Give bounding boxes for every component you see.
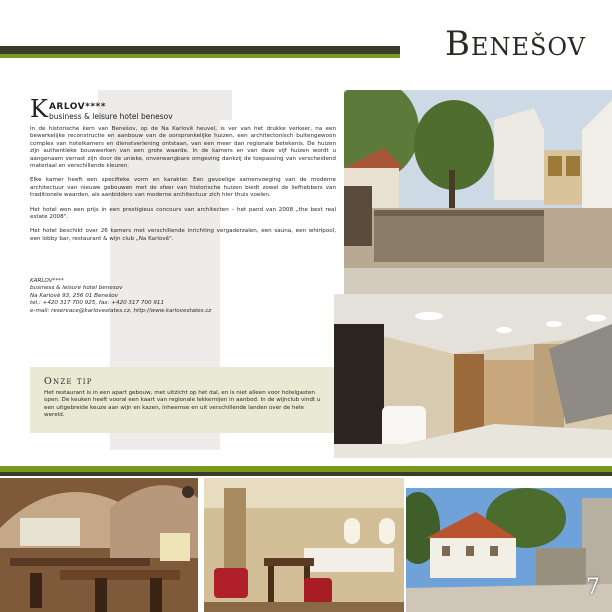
address-hotel-type: business & leisure hotel benesov	[30, 285, 123, 292]
paragraph: Elke kamer heeft een specifieke vorm en karakter. Een gevoelige samenvoeging van de moderne architectuur van nieuwe gebouwen met de sfeer van historische huizen biedt zowel de liefhebbers van traditionele waarden, als aanbidders van moderne architectuur zich hier thuis voelen.	[30, 177, 336, 199]
tip-box	[30, 367, 336, 433]
hotel-name: ARLOV****	[48, 102, 106, 112]
address-street: Na Karlově 93, 256 01 Benešov	[30, 292, 119, 299]
address-block	[30, 278, 330, 315]
tip-text: Het restaurant is in een apart gebouw, met uitzicht op het dal, en is niet alleen voor hotelgasten open. De keuken heeft vooral een kaart van regionale lekkernijen in aanbod. In de wijnclub vindt u een uitgebreide keuze aan wijn en kazen, inheemse en uit verschillende landen over de hele wereld.	[44, 390, 321, 419]
tip-title: Onze tip	[44, 376, 93, 387]
header-bar	[0, 44, 400, 60]
hotel-heading	[30, 95, 330, 123]
hotel-lobby-photo	[334, 294, 612, 458]
hotel-exterior-photo	[344, 90, 612, 294]
hotel-room-photo	[204, 478, 404, 612]
header-dark-stripe	[0, 46, 400, 54]
bottom-dark-stripe	[0, 472, 612, 476]
article-body	[30, 126, 336, 250]
paragraph: Het hotel won een prijs in een prestigieus concours van architecten – het pand van 2008 „the best real estate 2008".	[30, 206, 336, 221]
address-hotel-name: KARLOV****	[30, 278, 64, 284]
address-phone-fax: tel.: +420 317 700 925, fax: +420 317 700 911	[30, 300, 165, 307]
hotel-subtitle: business & leisure hotel benesov	[48, 112, 173, 121]
address-email-web: e-mail: reservace@karlovestates.cz, http://www.karlovestates.cz	[30, 307, 212, 314]
header-green-stripe	[0, 54, 400, 58]
paragraph: Het hotel beschikt over 26 kamers met verschillende inrichting vergaderzalen, een sauna, een whirlpool, een lobby bar, restaurant & wijn club „Na Karlově".	[30, 228, 336, 242]
page-number: 7	[586, 575, 600, 600]
page-title: Benešov	[444, 24, 586, 64]
wine-cellar-photo	[0, 478, 198, 612]
hotel-name-initial: K	[30, 95, 48, 123]
paragraph: In de historische kern van Benešov, op de Na Karlově heuvel, is ver van het drukke verkeer, na een bewerkelijke reconstructie en aanbouw van de oorspronkelijke huizen, een architectonisch buitengewoon complex van hotelkamers en dienstverlening ontstaan, van een meer dan regionale betekenis. De huizen zijn authentieke bouwwerken van een grote waarde. In de kamers en van deze vijf huizen wordt u aangenaam verrast zijn door de unieke, onverwangbare omgeving dankzij de toepassing van verscheidend materiaal en verschillende kleuren.	[30, 126, 336, 170]
hotel-building-photo	[406, 488, 612, 612]
